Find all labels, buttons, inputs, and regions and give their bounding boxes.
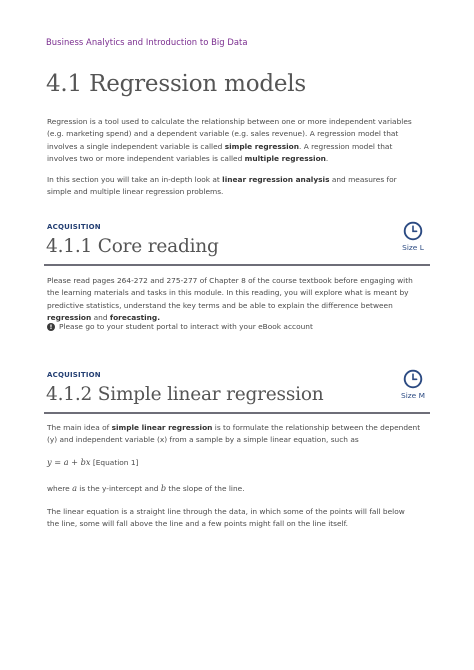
- ebook-note: [47, 322, 313, 331]
- intro-paragraph: Regression is a tool used to calculate the relationship between one or more independent variables (e.g. marketing spend) and a dependent variable (e.g. sales revenue). A regression model that involves a single independent variable is called simple regression. A regression model that involves two or more independent variables is called multiple regression.: [47, 117, 412, 163]
- size-label: Size L: [402, 243, 424, 252]
- course-header: Business Analytics and Introduction to Big Data: [46, 37, 248, 47]
- linear-equation-paragraph: The linear equation is a straight line through the data, in which some of the points will fall below the line, some will fall above the line and a few points might fall on the line itself.: [47, 507, 405, 529]
- section-divider: [44, 412, 430, 414]
- simple-regression-paragraph: The main idea of simple linear regression is to formulate the relationship between the dependent (y) and independent variable (x) from a sample by a simple linear equation, such as: [47, 423, 421, 445]
- size-label: Size M: [401, 391, 425, 400]
- section-title: 4.1 Regression models: [46, 71, 307, 97]
- clock-icon: [403, 369, 423, 389]
- simple-linear-regression-title: 4.1.2 Simple linear regression: [46, 384, 324, 405]
- core-reading-paragraph: Please read pages 264-272 and 275-277 of Chapter 8 of the course textbook before engaging with the learning materials and tasks in this module. In this reading, you will explore what is meant by predictive statistics, understand the key terms and be able to explain the difference between regression and forecasting.: [47, 276, 413, 322]
- exclamation-icon: !: [47, 323, 55, 331]
- core-reading-title: 4.1.1 Core reading: [46, 236, 219, 257]
- equation-1: [47, 457, 138, 467]
- clock-icon: [403, 221, 423, 241]
- size-indicator-l: [393, 221, 433, 252]
- acquisition-tag: ACQUISITION: [47, 223, 101, 231]
- section-divider: [44, 264, 430, 266]
- size-indicator-m: [393, 369, 433, 400]
- equation-label: [Equation 1]: [92, 458, 139, 467]
- acquisition-tag: ACQUISITION: [47, 371, 101, 379]
- section-overview-paragraph: In this section you will take an in-depth look at linear regression analysis and measures for simple and multiple linear regression problems.: [47, 175, 397, 197]
- equation-math: y = a + bx: [47, 457, 91, 467]
- ebook-note-text: Please go to your student portal to interact with your eBook account: [59, 322, 313, 331]
- equation-explanation: where a is the y-intercept and b the slope of the line.: [47, 483, 245, 493]
